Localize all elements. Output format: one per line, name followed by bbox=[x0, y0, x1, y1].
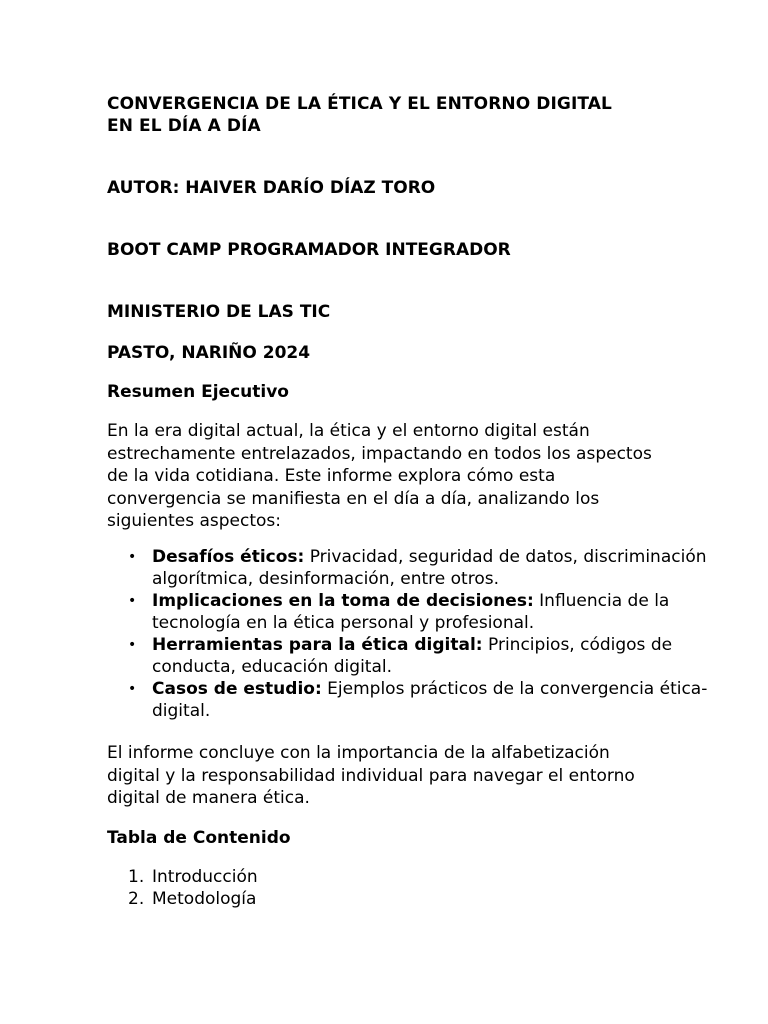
toc-number: 2. bbox=[128, 889, 145, 909]
aspect-text: Influencia de la tecnología en la ética personal y profesional. bbox=[152, 591, 670, 633]
toc-item[interactable] bbox=[128, 888, 552, 910]
title-line-2: EN EL DÍA A DÍA bbox=[107, 116, 261, 136]
toc-item[interactable] bbox=[128, 866, 552, 888]
author-line: AUTOR: HAIVER DARÍO DÍAZ TORO bbox=[107, 178, 436, 198]
toc-list bbox=[107, 866, 552, 910]
aspect-text: Principios, códigos de conducta, educación digital. bbox=[152, 635, 673, 677]
aspect-text: Privacidad, seguridad de datos, discriminación algorítmica, desinformación, entre otros. bbox=[152, 547, 707, 589]
aspect-text: Ejemplos prácticos de la convergencia ética-digital. bbox=[152, 679, 708, 721]
toc-label: Introducción bbox=[152, 867, 258, 887]
program-line: BOOT CAMP PROGRAMADOR INTEGRADOR bbox=[107, 240, 511, 260]
aspects-list bbox=[107, 546, 722, 722]
document-title bbox=[107, 93, 687, 137]
list-item bbox=[152, 678, 722, 722]
conclusion-paragraph: El informe concluye con la importancia de la alfabetización digital y la responsabilidad individual para navegar el entorno digital de manera ética. bbox=[107, 743, 635, 808]
list-item bbox=[152, 634, 722, 678]
toc-heading: Tabla de Contenido bbox=[107, 828, 291, 848]
list-item bbox=[152, 546, 722, 590]
title-line-1: CONVERGENCIA DE LA ÉTICA Y EL ENTORNO DIGITAL bbox=[107, 94, 612, 114]
aspect-label: Herramientas para la ética digital: bbox=[152, 635, 483, 655]
toc-label: Metodología bbox=[152, 889, 257, 909]
toc-number: 1. bbox=[128, 867, 145, 887]
summary-paragraph: En la era digital actual, la ética y el entorno digital están estrechamente entrelazados, impactando en todos los aspectos de la vida cotidiana. Este informe explora cómo esta convergencia se manifiesta en el día a día, analizando los siguientes aspectos: bbox=[107, 421, 652, 531]
summary-heading: Resumen Ejecutivo bbox=[107, 382, 289, 402]
list-item bbox=[152, 590, 722, 634]
ministry-line: MINISTERIO DE LAS TIC bbox=[107, 302, 331, 322]
place-date-line: PASTO, NARIÑO 2024 bbox=[107, 343, 311, 363]
aspect-label: Casos de estudio: bbox=[152, 679, 322, 699]
aspect-label: Implicaciones en la toma de decisiones: bbox=[152, 591, 534, 611]
aspect-label: Desafíos éticos: bbox=[152, 547, 305, 567]
